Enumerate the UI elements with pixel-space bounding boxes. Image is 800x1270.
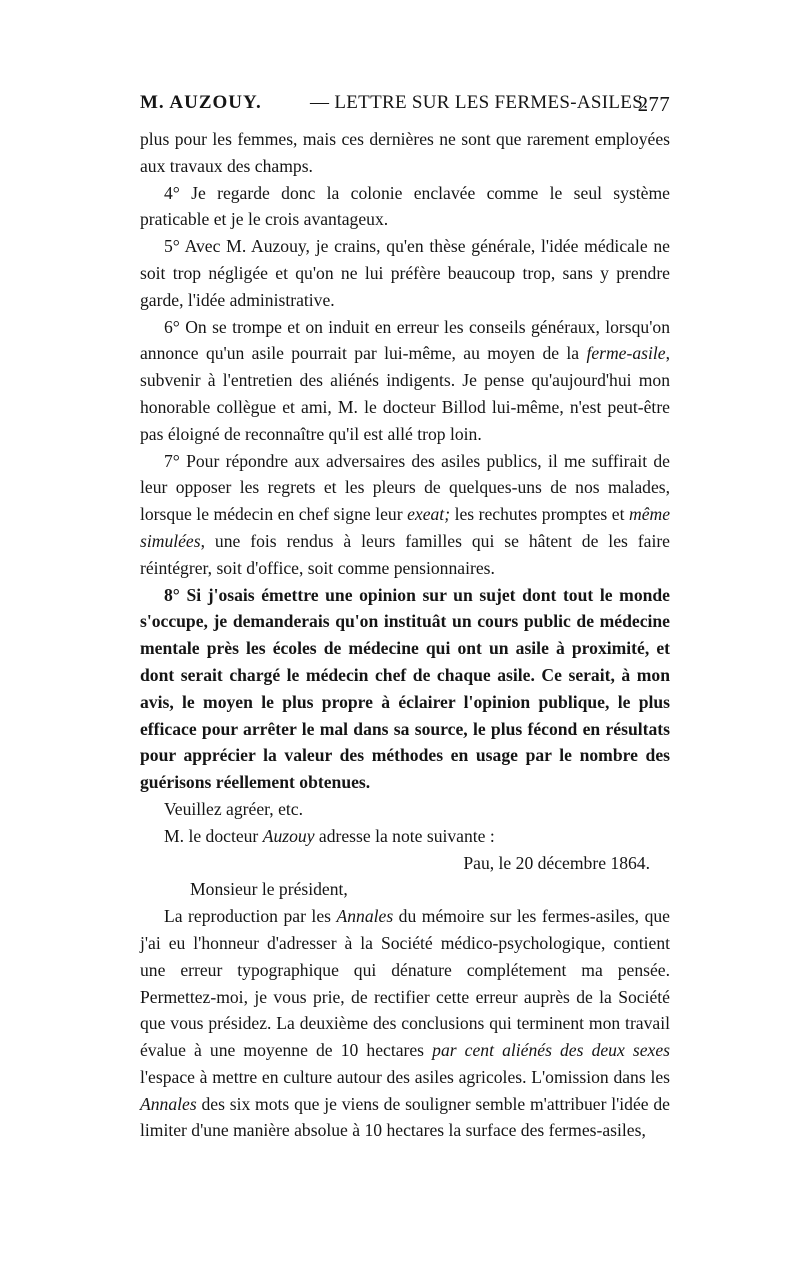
- text-run: Veuillez agréer, etc.: [164, 798, 303, 819]
- running-head: [140, 92, 670, 118]
- italic-run: Annales: [336, 906, 394, 927]
- letter-salutation: [140, 876, 670, 903]
- paragraph-point-5: [140, 233, 670, 313]
- text-run: l'espace à mettre en culture autour des asiles agricoles. L'omission dans les: [140, 1066, 670, 1087]
- text-run: plus pour les femmes, mais ces dernières ne sont que rarement employées aux travaux des champs.: [140, 129, 670, 176]
- paragraph-point-8: [140, 582, 670, 796]
- letter-body: [140, 903, 670, 1144]
- text-run: La reproduction par les: [164, 906, 337, 927]
- text-run: , une fois rendus à leurs familles qui se hâtent de les faire réintégrer, soit d'office, soit comme pensionnaires.: [140, 530, 670, 578]
- paragraph-continuation: [140, 126, 670, 180]
- running-head-author: M. AUZOUY.: [140, 92, 262, 113]
- text-run: les rechutes promptes et: [450, 504, 629, 525]
- paragraph-point-4: [140, 180, 670, 234]
- running-head-title: — LETTRE SUR LES FERMES-ASILES.: [310, 92, 649, 113]
- italic-run: ferme-asile: [586, 343, 666, 364]
- text-run: des six mots que je viens de souligner semble m'attribuer l'idée de limiter d'une manière absolue à 10 hectares la surface des fermes-asiles,: [140, 1093, 670, 1141]
- text-run: Pau, le 20 décembre 1864.: [463, 852, 650, 873]
- italic-run: exeat;: [407, 504, 451, 525]
- text-run: M. le docteur: [164, 825, 263, 846]
- italic-run: Annales: [140, 1093, 197, 1114]
- italic-run: Auzouy: [262, 825, 315, 846]
- text-run: Monsieur le président,: [190, 879, 348, 900]
- text-run: du mémoire sur les fermes-asiles, que j'ai eu l'honneur d'adresser à la Société médico-psychologique, contient une erreur typographique qui dénature complétement ma pensée. Permettez-moi, je vous prie, de rectifier cette erreur auprès de la Société que vous présidez. La deuxième des conclusions qui terminent mon travail évalue à une moyenne de 10 hectares: [140, 906, 670, 1061]
- text-run: , subvenir à l'entretien des aliénés indigents. Je pense qu'aujourd'hui mon honorable collègue et ami, M. le docteur Billod lui-même, n'est peut-être pas éloigné de reconnaître qu'il est allé trop loin.: [140, 343, 670, 444]
- text-run: 8° Si j'osais émettre une opinion sur un sujet dont tout le monde s'occupe, je demanderais qu'on instituât un cours public de médecine mentale près les écoles de médecine qui ont un asile à proximité, et dont serait chargé le médecin chef de chaque asile. Ce serait, à mon avis, le moyen le plus propre à éclairer l'opinion publique, le plus efficace pour arrêter le mal dans sa source, le plus fécond en résultats pour apprécier la valeur des méthodes en usage par le nombre des guérisons réellement obtenues.: [140, 584, 670, 793]
- text-run: adresse la note suivante :: [314, 825, 495, 846]
- paragraph-point-7: [140, 448, 670, 582]
- text-run: 6° On se trompe et on induit en erreur les conseils généraux, lorsqu'on annonce qu'un asile pourrait par lui-même, au moyen de la: [140, 316, 670, 364]
- note-intro: [140, 823, 670, 850]
- page-number: 277: [637, 92, 670, 116]
- text-run: 7° Pour répondre aux adversaires des asiles publics, il me suffirait de leur opposer les regrets et les pleurs de quelques-uns de nos malades, lorsque le médecin en chef signe leur: [140, 450, 670, 525]
- italic-run: par cent aliénés des deux sexes: [432, 1040, 670, 1061]
- italic-run: même simulées: [140, 504, 671, 551]
- text-run: 4° Je regarde donc la colonie enclavée comme le seul système praticable et je le crois avantageux.: [140, 182, 670, 230]
- closing-formula: [140, 796, 670, 823]
- text-run: 5° Avec M. Auzouy, je crains, qu'en thèse générale, l'idée médicale ne soit trop négligée et qu'on ne lui préfère beaucoup trop, sans y prendre garde, l'idée administrative.: [140, 236, 670, 310]
- body-text: [140, 126, 670, 1144]
- paragraph-point-6: [140, 314, 670, 448]
- letter-dateline: [140, 850, 670, 877]
